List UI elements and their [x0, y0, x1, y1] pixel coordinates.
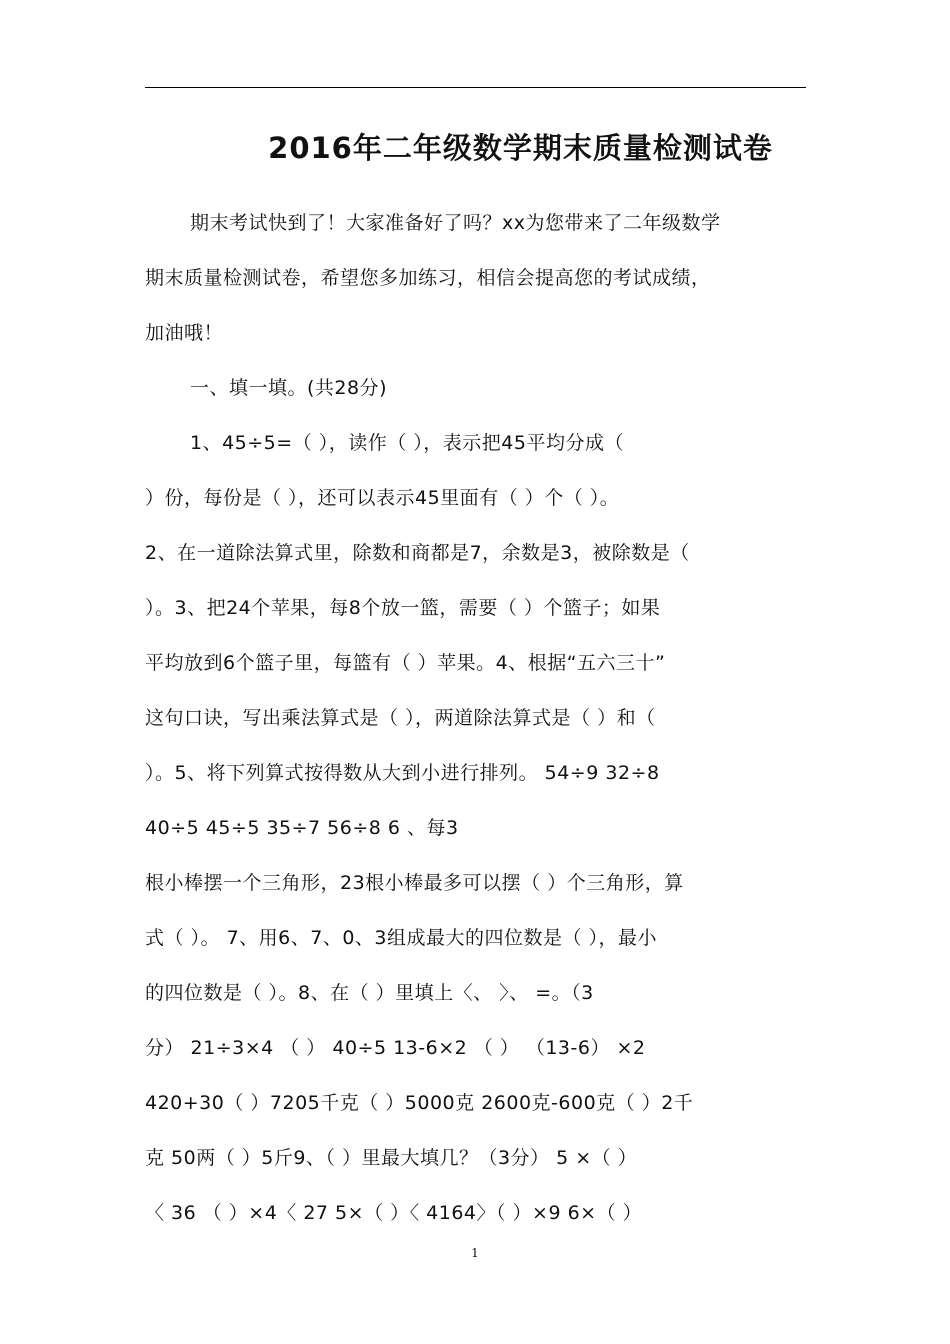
body-line: 2、在一道除法算式里，除数和商都是7，余数是3，被除数是（ — [145, 542, 690, 564]
page-number: 1 — [471, 1246, 479, 1260]
body-line: 根小棒摆一个三角形，23根小棒最多可以摆（ ）个三角形，算 — [145, 872, 684, 894]
body-line: ）。3、把24个苹果，每8个放一篮，需要（ ）个篮子；如果 — [145, 597, 661, 619]
body-line: 分） 21÷3×4 （ ） 40÷5 13-6×2 （ ） （13-6） ×2 — [145, 1037, 646, 1059]
body-line: 平均放到6个篮子里，每篮有（ ）苹果。4、根据“五六三十” — [145, 652, 666, 674]
intro-line-1: 期末考试快到了！大家准备好了吗？xx为您带来了二年级数学 — [190, 212, 721, 234]
body-line: 式（ ）。 7、用6、7、0、3组成最大的四位数是（ ），最小 — [145, 927, 658, 949]
section-heading: 一、填一填。(共28分) — [190, 377, 388, 399]
intro-line-3: 加油哦！ — [145, 322, 224, 344]
page-title: 2016年二年级数学期末质量检测试卷 — [268, 131, 773, 165]
body-line: 〈 36 （ ）×4〈 27 5×（ ）〈 4164〉（ ）×9 6×（ ） — [145, 1202, 643, 1224]
body-line: 克 50两（ ）5斤9、（ ）里最大填几？（3分） 5 ×（ ） — [145, 1147, 638, 1169]
body-line: 40÷5 45÷5 35÷7 56÷8 6 、每3 — [145, 817, 459, 839]
body-line: 这句口诀，写出乘法算式是（ ），两道除法算式是（ ）和（ — [145, 707, 656, 729]
body-line: 420+30（ ）7205千克（ ）5000克 2600克-600克（ ）2千 — [145, 1092, 694, 1114]
body-line: 的四位数是（ ）。8、在（ ）里填上〈、 〉、 =。（3 — [145, 982, 594, 1004]
body-line: ）份，每份是（ ），还可以表示45里面有（ ）个（ ）。 — [145, 487, 620, 509]
body-line: ）。5、将下列算式按得数从大到小进行排列。 54÷9 32÷8 — [145, 762, 660, 784]
header-rule — [145, 87, 806, 88]
body-line: 1、45÷5=（ ），读作（ ），表示把45平均分成（ — [190, 432, 624, 454]
intro-line-2: 期末质量检测试卷，希望您多加练习，相信会提高您的考试成绩， — [145, 267, 711, 289]
